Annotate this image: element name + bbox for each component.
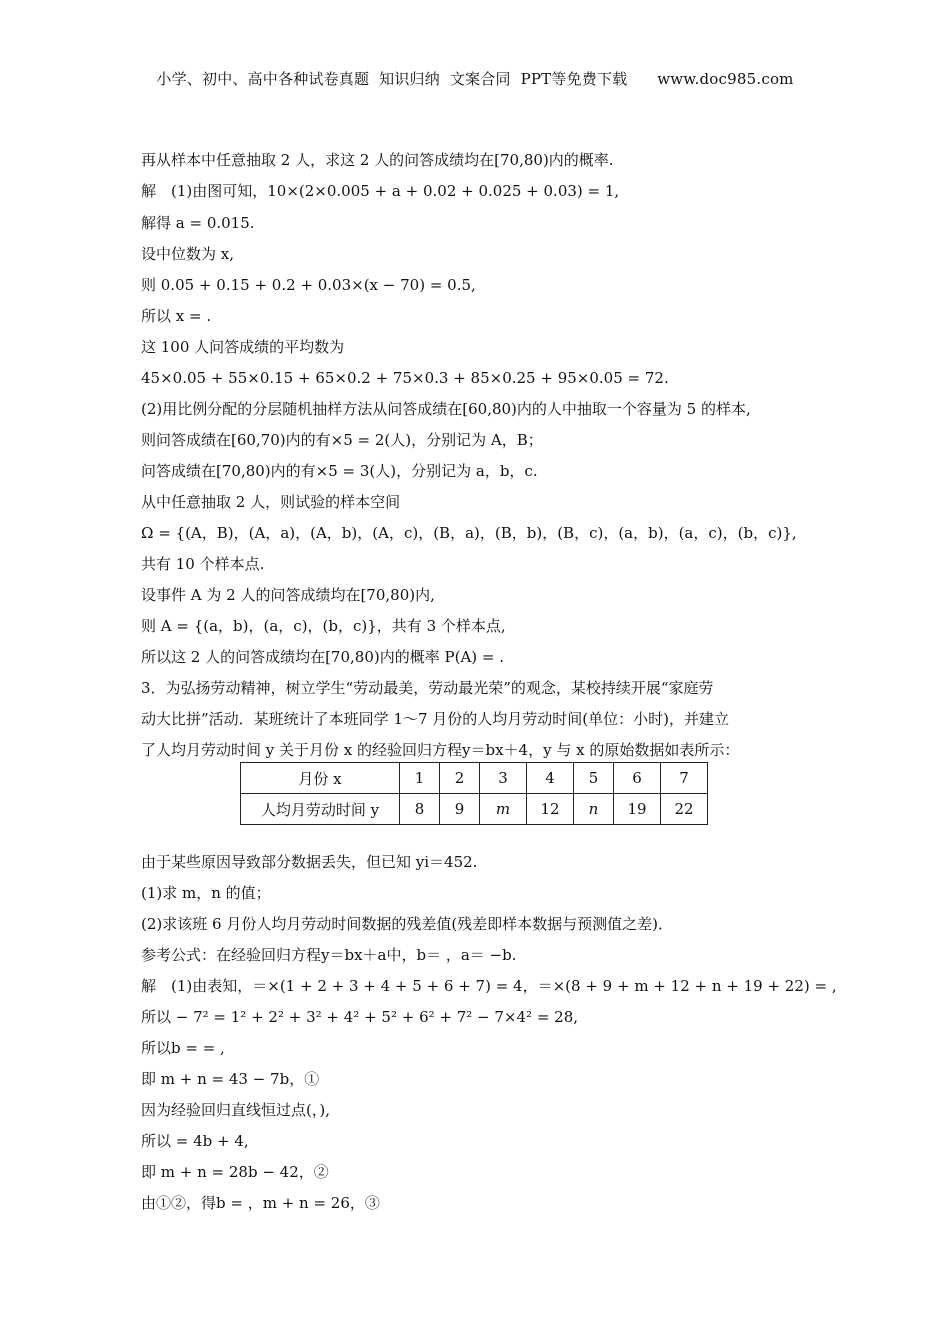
table-cell: 22 <box>661 794 708 825</box>
table-cell: 6 <box>614 763 661 794</box>
text-line: 则 0.05 + 0.15 + 0.2 + 0.03×(x − 70) = 0.5, <box>141 276 476 294</box>
table-header-cell: 月份 x <box>241 763 400 794</box>
table-header-cell: 人均月劳动时间 y <box>241 794 400 825</box>
table-cell: 12 <box>527 794 574 825</box>
text-line: 即 m + n = 43 − 7b，① <box>141 1070 320 1088</box>
table-cell: 3 <box>480 763 527 794</box>
text-line: 参考公式：在经验回归方程y＝bx＋a中，b＝ ，a＝ −b. <box>141 946 517 964</box>
text-line: 解 (1)由表知，＝×(1 + 2 + 3 + 4 + 5 + 6 + 7) = 4，＝×(8 + 9 + m + 12 + n + 19 + 22) = , <box>141 977 837 995</box>
text-line: 问答成绩在[70,80)内的有×5 = 3(人)，分别记为 a，b，c. <box>141 462 538 480</box>
table-cell: m <box>480 794 527 825</box>
text-line: 这 100 人问答成绩的平均数为 <box>141 338 345 356</box>
question-3-line: 了人均月劳动时间 y 关于月份 x 的经验回归方程y＝bx＋4，y 与 x 的原始数据如表所示： <box>141 741 740 759</box>
question-3-line: 3．为弘扬劳动精神，树立学生“劳动最美，劳动最光荣”的观念，某校持续开展“家庭劳 <box>141 679 714 697</box>
table-cell: 5 <box>574 763 614 794</box>
text-line: 则问答成绩在[60,70)内的有×5 = 2(人)，分别记为 A，B； <box>141 431 543 449</box>
text-line: (2)用比例分配的分层随机抽样方法从问答成绩在[60,80)内的人中抽取一个容量为 5 的样本, <box>141 400 751 418</box>
question-3-line: 动大比拼”活动．某班统计了本班同学 1～7 月份的人均月劳动时间(单位：小时)，并建立 <box>141 710 729 728</box>
table-cell: 1 <box>400 763 440 794</box>
table-cell: 2 <box>440 763 480 794</box>
text-line: 因为经验回归直线恒过点(，), <box>141 1101 330 1119</box>
table-cell: 9 <box>440 794 480 825</box>
text-line: (1)求 m，n 的值； <box>141 884 271 902</box>
text-line: 所以这 2 人的问答成绩均在[70,80)内的概率 P(A) = . <box>141 648 504 666</box>
table-cell: 8 <box>400 794 440 825</box>
text-line: 解 (1)由图可知，10×(2×0.005 + a + 0.02 + 0.025 + 0.03) = 1, <box>141 182 620 200</box>
text-line: 则 A = {(a，b)，(a，c)，(b，c)}，共有 3 个样本点, <box>141 617 506 635</box>
text-line: 从中任意抽取 2 人，则试验的样本空间 <box>141 493 401 511</box>
text-line: 所以b = = , <box>141 1039 225 1057</box>
text-line: 设事件 A 为 2 人的问答成绩均在[70,80)内, <box>141 586 435 604</box>
page-header: 小学、初中、高中各种试卷真题 知识归纳 文案合同 PPT等免费下载 www.doc985.com <box>156 70 794 88</box>
text-line: 所以 − 7² = 1² + 2² + 3² + 4² + 5² + 6² + 7² − 7×4² = 28, <box>141 1008 579 1026</box>
text-line: 再从样本中任意抽取 2 人，求这 2 人的问答成绩均在[70,80)内的概率. <box>141 151 614 169</box>
table-cell: 4 <box>527 763 574 794</box>
text-line: 由于某些原因导致部分数据丢失，但已知 yi＝452. <box>141 853 478 871</box>
text-line: 所以 x = . <box>141 307 212 325</box>
table-row <box>241 763 708 794</box>
text-line: (2)求该班 6 月份人均月劳动时间数据的残差值(残差即样本数据与预测值之差)． <box>141 915 674 933</box>
text-line: 解得 a = 0.015. <box>141 214 255 232</box>
text-line: 共有 10 个样本点. <box>141 555 265 573</box>
text-line: 45×0.05 + 55×0.15 + 65×0.2 + 75×0.3 + 85×0.25 + 95×0.05 = 72. <box>141 369 669 387</box>
data-table <box>240 762 708 825</box>
text-line: 即 m + n = 28b − 42，② <box>141 1163 329 1181</box>
table-row <box>241 794 708 825</box>
text-line: 设中位数为 x, <box>141 245 234 263</box>
table-cell: 7 <box>661 763 708 794</box>
text-line: Ω = {(A，B)，(A，a)，(A，b)，(A，c)，(B，a)，(B，b)，(B，c)，(a，b)，(a，c)，(b，c)}, <box>141 524 797 542</box>
table-cell: 19 <box>614 794 661 825</box>
text-line: 由①②，得b = ，m + n = 26，③ <box>141 1194 380 1212</box>
table-cell: n <box>574 794 614 825</box>
text-line: 所以 = 4b + 4, <box>141 1132 249 1150</box>
